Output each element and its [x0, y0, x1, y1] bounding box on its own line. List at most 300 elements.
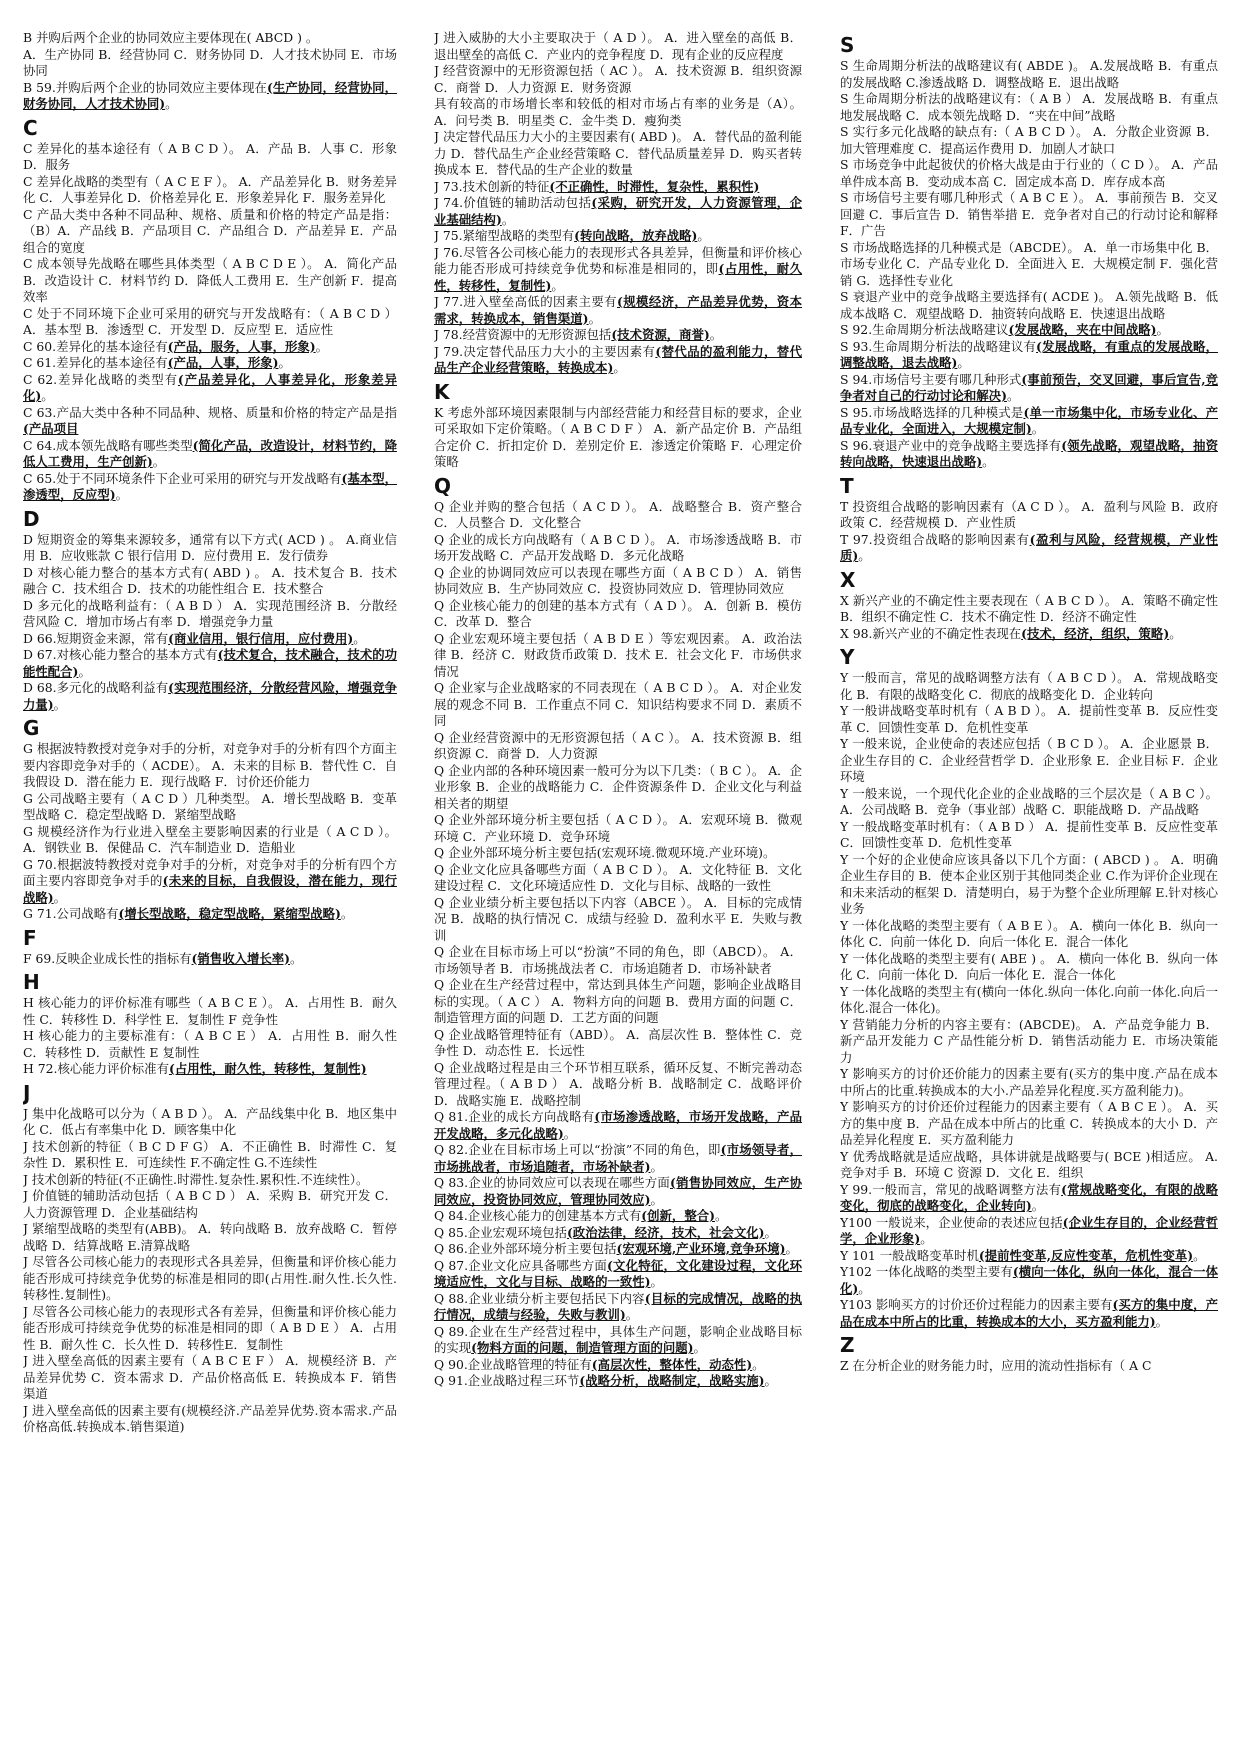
entry-ending: 。: [697, 228, 710, 243]
question-entry: [840, 786, 1218, 819]
entry-text: F 69.反映企业成长性的指标有: [23, 950, 192, 966]
entry-ending: 。: [1031, 421, 1045, 436]
entry-ending: 。: [957, 355, 970, 370]
entry-text: D 66.短期资金来源，常有: [23, 630, 169, 646]
question-entry: [23, 1353, 397, 1403]
entry-text: X 新兴产业的不确定性主要表现在（ A B C D ）。 A．策略不确定性 B．组织不确定性 C．技术不确定性 D．经济不确定性: [840, 592, 1218, 624]
entry-text: G 公司战略主要有（ A C D ）几种类型。 A．增长型战略 B．变革型战略 C．稳定型战略 D．紧缩型战略: [23, 790, 397, 822]
entry-text: C 63.产品大类中各种不同品种、规格、质量和价格的特定产品是指: [23, 404, 397, 420]
entry-text: J 技术创新的特征（ B C D F G） A．不正确性 B．时滞性 C．复杂性 D．累积性 E．可连续性 F.不确定性 G.不连续性: [23, 1138, 397, 1170]
entry-text: S 市场竞争中此起彼伏的价格大战是由于行业的（ C D ）。 A．产品单件成本高 B．变动成本高 C．固定成本高 D．库存成本高: [840, 157, 1218, 189]
entry-text: S 生命周期分析法的战略建议有( ABDE )。 A.发展战略 B．有重点的发展战略 C.渗透战略 D．调整战略 E．退出战略: [840, 58, 1218, 90]
question-entry: [840, 1017, 1218, 1067]
question-entry: [840, 703, 1218, 736]
section-letter-heading: Z: [840, 1333, 855, 1357]
answer-entry: [23, 339, 397, 356]
question-entry: [840, 157, 1218, 190]
entry-ending: 。: [858, 548, 871, 563]
answer-entry: [23, 631, 397, 648]
question-entry: [434, 1060, 802, 1110]
entry-text: C 处于不同环境下企业可采用的研究与开发战略有：（ A B C D ） A．基本型 B．渗透型 C．开发型 D．反应型 E．适应性: [23, 305, 397, 337]
entry-text: S 衰退产业中的竞争战略主要选择有( ACDE )。 A.领先战略 B．低成本战略 C．观望战略 D．抽资转向战略 E．快速退出战略: [840, 289, 1218, 321]
entry-answer: (文化特征，文化建设过程，文化环境适应性，文化与目标、战略的一致性): [434, 1257, 802, 1289]
entry-answer: (转向战略，放弃战略): [574, 228, 698, 243]
entry-text: B 59.并购后两个企业的协同效应主要体现在: [23, 79, 267, 95]
question-entry: [434, 680, 802, 730]
answer-entry: [23, 405, 397, 438]
entry-answer: (技术，经济，组织，策略): [1021, 625, 1170, 641]
entry-ending: 。: [785, 1241, 798, 1256]
question-entry: [23, 532, 397, 565]
entry-text: Q 86.企业外部环境分析主要包括: [434, 1241, 617, 1256]
entry-text: G 根据波特教授对竞争对手的分析，对竞争对手的分析有四个方面主要内容即竞争对手的（ ACDE）。 A．未来的目标 B．替代性 C．自我假设 D．潜在能力 E．现行战略 F．讨价还价能力: [23, 741, 397, 789]
question-entry: [23, 256, 397, 306]
question-entry: [840, 852, 1218, 918]
entry-text: C 差异化的基本途径有（ A B C D ）。 A．产品 B．人事 C．形象 D．服务: [23, 140, 397, 172]
entry-text: Q 企业内部的各种环境因素一般可分为以下几类：（ B C ）。 A．企业形象 B．企业的战略能力 C．企件资源条件 D．企业文化与利益相关者的期望: [434, 762, 802, 811]
question-entry: [23, 1221, 397, 1254]
entry-ending: 。: [982, 454, 995, 469]
entry-answer: (增长型战略，稳定型战略，紧缩型战略): [118, 906, 341, 921]
entry-text: Y100 一般说来，企业使命的表述应包括: [840, 1214, 1063, 1230]
answer-entry: [434, 1109, 802, 1142]
question-entry: [434, 862, 802, 895]
entry-answer: (企业生存目的，企业经营哲学，企业形象): [840, 1214, 1218, 1246]
column-right: [840, 30, 1218, 1745]
entry-text: Y 一般来说，企业使命的表述应包括（ B C D ）。 A．企业愿景 B．企业生存目的 C．企业经营哲学 D．企业形象 E．企业目标 F．企业环境: [840, 736, 1218, 784]
answer-entry: [434, 1291, 802, 1324]
answer-entry: [840, 405, 1218, 438]
entry-text: S 95.市场战略选择的几种模式是: [840, 404, 1024, 420]
section-letter-heading: Q: [434, 473, 452, 498]
entry-text: J 尽管各公司核心能力的表现形式各具差异，但衡量和评价核心能力能否形成可持续竞争优势的标准是相同的即(占用性.耐久性.长久性.转移性.复制性)。: [23, 1254, 397, 1302]
entry-answer: (基本型，渗透型，反应型): [23, 470, 397, 502]
answer-entry: [840, 372, 1218, 405]
entry-text: Y 一体化战略的类型主有(横向一体化.纵向一体化.向前一体化.向后一体化.混合一体化)。: [840, 983, 1218, 1015]
entry-answer: (事前预告，交叉回避，事后宣告,竞争者对自己的行动讨论和解决): [840, 371, 1218, 403]
answer-entry: [23, 471, 397, 504]
question-entry: [840, 499, 1218, 532]
section-letter-heading: D: [23, 506, 40, 531]
entry-ending: 。: [588, 310, 601, 326]
entry-text: Q 企业业绩分析主要包括以下内容（ABCE ）。 A．目标的完成情况 B．战略的执行情况 C．成绩与经验 D．盈利水平 E．失败与教训: [434, 894, 802, 943]
answer-entry: [23, 680, 397, 713]
entry-answer: (实现范围经济，分散经营风险，增强竞争力量): [23, 680, 397, 712]
entry-text: H 核心能力的主要标准有：（ A B C E ） A．占用性 B．耐久性 C．转移性 D．贡献性 E 复制性: [23, 1028, 397, 1060]
entry-answer: (销售协同效应，生产协同效应，投资协同效应，管理协同效应): [434, 1175, 802, 1207]
question-entry: [23, 141, 397, 174]
answer-entry: [434, 1357, 802, 1374]
entry-text: Y 影响买方的讨价还价能力的因素主要有(买方的集中度.产品在成本中所占的比重.转换成本的大小.产品差异化程度.买方盈利能力)。: [840, 1066, 1218, 1098]
answer-entry: [434, 1373, 802, 1390]
entry-text: Q 81.企业的成长方向战略有: [434, 1109, 595, 1124]
entry-answer: (市场领导者，市场挑战者，市场追随者，市场补缺者): [434, 1142, 802, 1174]
entry-text: J 技术创新的特征(不正确性.时滞性.复杂性.累积性.不连续性）。: [23, 1171, 369, 1187]
entry-text: Y103 影响买方的讨价还价过程能力的因素主要有: [840, 1297, 1113, 1312]
answer-entry: [840, 438, 1218, 471]
question-entry: [23, 565, 397, 598]
entry-text: J 紧缩型战略的类型有(ABB)。 A．转向战略 B．放弃战略 C．暂停战略 D．结算战略 E.清算战略: [23, 1221, 397, 1253]
entry-ending: 。: [650, 1191, 663, 1207]
answer-entry: [23, 951, 397, 968]
entry-ending: 。: [41, 388, 54, 403]
answer-entry: [434, 1241, 802, 1258]
entry-ending: 。: [1031, 1198, 1045, 1213]
question-entry: [23, 1139, 397, 1172]
question-entry: [23, 1172, 397, 1189]
entry-ending: 。: [290, 950, 303, 966]
answer-entry: [23, 857, 397, 907]
entry-text: C 差异化战略的类型有（ A C E F ）。 A．产品差异化 B．财务差异化 C．人事差异化 D．价格差异化 E．形象差异化 F．服务差异化: [23, 173, 397, 205]
entry-answer: (买方的集中度，产品在成本中所占的比重，转换成本的大小，买方盈利能力): [840, 1297, 1218, 1329]
entry-text: Q 88.企业业绩分析主要包括民下内容: [434, 1290, 645, 1306]
question-entry: [23, 1254, 397, 1304]
answer-entry: [23, 647, 397, 680]
question-entry: [840, 240, 1218, 290]
question-entry: [434, 763, 802, 813]
answer-entry: [840, 626, 1218, 643]
entry-text: J 进入壁垒高低的因素主要有(规模经济.产品差异优势.资本需求.产品价格高低.转换成本.销售渠道): [23, 1402, 397, 1434]
entry-ending: 。: [752, 1356, 765, 1372]
answer-entry: [23, 438, 397, 471]
question-entry: [434, 812, 802, 845]
question-entry: [434, 845, 802, 862]
question-entry: [840, 1358, 1218, 1375]
entry-answer: (常规战略变化，有限的战略变化，彻底的战略变化，企业转向): [840, 1181, 1218, 1213]
entry-text: C 60.差异化的基本途径有: [23, 338, 168, 354]
entry-ending: 。: [501, 211, 515, 227]
entry-answer: (销售收入增长率): [191, 950, 291, 966]
entry-text: S 市场战略选择的几种模式是（ABCDE）。 A．单一市场集中化 B．市场专业化 C．产品专业化 D．全面进入 E．大规模定制 F．强化营销 G．选择性专业化: [840, 239, 1218, 288]
entry-answer: (技术复合，技术融合，技术的功能性配合): [23, 647, 397, 679]
question-entry: [840, 58, 1218, 91]
section-letter-heading: F: [23, 925, 37, 950]
entry-text: Q 企业在目标市场上可以“扮演”不同的角色，即（ABCD）。 A．市场领导者 B．市场挑战法者 C．市场追随者 D．市场补缺者: [434, 944, 802, 976]
question-entry: [840, 951, 1218, 984]
entry-text: Y 一般讲战略变革时机有（ A B D ）。 A．提前性变革 B．反应性变革 C．回馈性变革 D．危机性变革: [840, 703, 1218, 735]
entry-text: H 72.核心能力评价标准有: [23, 1061, 169, 1076]
entry-text: D 对核心能力整合的基本方式有( ABD ) 。 A．技术复合 B．技术融合 C．技术组合 D．技术的功能性组合 E．技术整合: [23, 564, 397, 596]
entry-ending: 。: [625, 1307, 639, 1322]
section-letter-heading: K: [434, 379, 450, 404]
entry-answer: (替代品的盈利能力，替代品生产企业经营策略，转换成本): [434, 343, 802, 375]
answer-entry: [434, 1324, 802, 1357]
answer-entry: [434, 179, 802, 196]
question-entry: [434, 977, 802, 1027]
entry-ending: 。: [78, 663, 91, 679]
question-entry: [840, 190, 1218, 240]
answer-entry: [840, 1215, 1218, 1248]
entry-answer: (物料方面的问题，制造管理方面的问题): [471, 1340, 694, 1355]
answer-entry: [434, 327, 802, 344]
question-entry: [23, 791, 397, 824]
question-entry: [23, 1304, 397, 1354]
entry-text: Q 企业的协调同效应可以表现在哪些方面（ A B C D ） A．销售协同效应 B．生产协同效应 C．投资协同效应 D．管理协同效应: [434, 564, 802, 596]
entry-answer: (领先战略，观望战略，抽资转向战略，快速退出战略): [840, 437, 1218, 469]
entry-text: C 产品大类中各种不同品种、规格、质量和价格的特定产品是指：（B）A．产品线 B．产品项目 C．产品组合 D．产品差异 E．产品组合的宽度: [23, 206, 397, 255]
answer-entry: [23, 80, 397, 113]
entry-text: Q 企业的成长方向战略有（ A B C D ）。 A．市场渗透战略 B．市场开发战略 C．产品开发战略 D．多元化战略: [434, 531, 802, 563]
question-entry: [840, 670, 1218, 703]
entry-text: S 实行多元化战略的缺点有:（ A B C D ）。 A．分散企业资源 B．加大管理难度 C．提高运作费用 D．加剧人才缺口: [840, 124, 1218, 156]
entry-text: Q 企业外部环境分析主要包括(宏观环境.微观环境.产业环境)。: [434, 845, 776, 860]
entry-ending: 。: [563, 1125, 577, 1141]
column-middle: [434, 30, 802, 1745]
entry-text: J 尽管各公司核心能力的表现形式各有差异，但衡量和评价核心能力能否形成可持续竞争优势的标准是相同的即（ A B D E ） A．占用性 B．耐久性 C．长久性 D．转移性E．复制性: [23, 1303, 397, 1352]
answer-entry: [434, 344, 802, 377]
answer-entry: [23, 355, 397, 372]
entry-text: K 考虑外部环境因素限制与内部经营能力和经营目标的要求，企业可采取如下定价策略。（ A B C D F ） A．新产品定价 B．产品组合定价 C．折扣定价 D．差别定价 E．渗透定价策略 F．心理定价策略: [434, 404, 802, 469]
answer-entry: [23, 906, 397, 923]
entry-ending: 。: [1155, 1313, 1169, 1329]
question-entry: [840, 1099, 1218, 1149]
entry-text: T 投资组合战略的影响因素有（A C D ）。 A．盈利与风险 B．政府政策 C．经营规模 D．产业性质: [840, 498, 1218, 530]
section-letter-heading: S: [840, 33, 855, 57]
entry-ending: 。: [764, 1224, 777, 1240]
entry-answer: (简化产品，改造设计，材料节约，降低人工费用，生产创新): [23, 437, 397, 469]
entry-text: C 成本领导先战略在哪些具体类型（ A B C D E ）。 A．简化产品 B．改造设计 C．材料节约 D．降低人工费用 E．生产创新 F．提高效率: [23, 256, 397, 304]
question-entry: [23, 306, 397, 339]
entry-ending: 。: [353, 630, 366, 646]
entry-text: Y 一般战略变革时机有：（ A B D ） A．提前性变革 B．反应性变革 C．回馈性变革 D．危机性变革: [840, 818, 1218, 850]
entry-ending: 。: [1156, 322, 1169, 337]
entry-text: Q 90.企业战略管理的特征有: [434, 1356, 592, 1372]
question-entry: [434, 631, 802, 681]
entry-ending: 。: [278, 355, 291, 370]
question-entry: [23, 30, 397, 47]
entry-text: J 73.技术创新的特征: [434, 178, 550, 194]
question-entry: [23, 598, 397, 631]
question-entry: [840, 736, 1218, 786]
question-entry: [23, 1403, 397, 1436]
entry-text: J 决定替代品压力大小的主要因素有( ABD )。 A．替代品的盈利能力 D．替代品生产企业经营策略 C．替代品质量差异 D．购买者转换成本 E．替代品的生产企业的数量: [434, 129, 802, 177]
question-entry: [840, 289, 1218, 322]
entry-text: Q 84.企业核心能力的创建基本方式有: [434, 1208, 642, 1223]
entry-answer: (发展战略，有重点的发展战略，调整战略，退去战略): [840, 338, 1218, 370]
question-entry: [840, 1066, 1218, 1099]
entry-answer: (战略分析，战略制定，战略实施): [579, 1373, 765, 1388]
answer-entry: [840, 1297, 1218, 1330]
entry-text: Q 企业在生产经营过程中，常达到具体生产问题，影响企业战略目标的实现。（ A C ） A．物料方向的问题 B．费用方面的问题 C．制造管理方面的问题 D．工艺方面的问题: [434, 977, 802, 1025]
answer-entry: [840, 1182, 1218, 1215]
question-entry: [434, 30, 802, 63]
entry-text: Q 企业文化应具备哪些方面（ A B C D ）。 A．文化特征 B．文化建设过程 C．文化环境适应性 D．文化与目标、战略的一致性: [434, 861, 802, 893]
entry-answer: (目标的完成情况，战略的执行情况，成绩与经验，失败与教训): [434, 1290, 802, 1322]
question-entry: [840, 91, 1218, 124]
entry-text: A．生产协同 B．经营协同 C．财务协同 D．人才技术协同 E．市场协同: [23, 46, 397, 78]
entry-ending: 。: [650, 1158, 663, 1174]
answer-entry: [434, 195, 802, 228]
entry-text: Q 82.企业在目标市场上可以“扮演”不同的角色，即: [434, 1142, 721, 1157]
entry-answer: (横向一体化，纵向一体化，混合一体化): [840, 1264, 1218, 1296]
entry-text: Q 83.企业的协同效应可以表现在哪些方面: [434, 1175, 671, 1190]
entry-answer: (商业信用，银行信用，应付费用): [168, 630, 354, 646]
question-entry: [23, 174, 397, 207]
entry-ending: 。: [920, 1231, 933, 1246]
entry-answer: (市场渗透战略，市场开发战略，产品开发战略，多元化战略): [434, 1109, 802, 1141]
entry-text: J 进入壁垒高低的因素主要有（ A B C E F ） A．规模经济 B．产品差异优势 C．资本需求 D．产品价格高低 E．转换成本 F．销售渠道: [23, 1353, 397, 1401]
entry-answer: (创新，整合): [641, 1208, 715, 1223]
entry-text: T 97.投资组合战略的影响因素有: [840, 531, 1030, 547]
entry-answer: (占用性，耐久性，转移性，复制性): [168, 1061, 367, 1076]
question-entry: [434, 63, 802, 96]
entry-text: Q 企业经营资源中的无形资源包括（ A C ）。 A．技术资源 B．组织资源 C．商誉 D．人力资源: [434, 729, 802, 761]
column-left: [23, 30, 397, 1745]
entry-answer: (规模经济，产品差异优势，资本需求，转换成本，销售渠道): [434, 294, 802, 326]
entry-text: X 98.新兴产业的不确定性表现在: [840, 625, 1022, 641]
entry-answer: (技术资源，商誉): [611, 327, 710, 342]
entry-answer: (宏观环境,产业环境,竞争环境): [616, 1241, 786, 1256]
entry-text: Q 企业家与企业战略家的不同表现在（ A B C D ）。 A．对企业发展的观念不同 B．工作重点不同 C．知识结构要求不同 D．素质不同: [434, 680, 802, 728]
entry-text: J 78.经营资源中的无形资源包括: [434, 327, 612, 342]
section-letter-heading: J: [23, 1080, 31, 1105]
question-entry: [840, 918, 1218, 951]
entry-answer: (生产协同，经营协同，财务协同，人才技术协同): [23, 79, 397, 111]
entry-text: D 短期资金的筹集来源较多，通常有以下方式( ACD ) 。 A.商业信用 B．应收账款 C 银行信用 D．应付费用 E．发行债券: [23, 531, 397, 563]
entry-text: D 67.对核心能力整合的基本方式有: [23, 647, 218, 662]
question-entry: [434, 405, 802, 471]
question-entry: [840, 984, 1218, 1017]
entry-ending: 。: [613, 360, 626, 375]
entry-text: J 集中化战略可以分为（ A B D ）。 A．产品线集中化 B．地区集中化 C．低占有率集中化 D．顾客集中化: [23, 1105, 397, 1137]
entry-text: G 70.根据波特教授对竞争对手的分析，对竞争对手的分析有四个方面主要内容即竞争对手的: [23, 856, 397, 888]
entry-text: J 74.价值链的辅助活动包括: [434, 195, 592, 210]
entry-text: Q 企业并购的整合包括（ A C D ）。 A．战略整合 B．资产整合 C．人员整合 D．文化整合: [434, 498, 802, 530]
entry-ending: 。: [693, 1340, 706, 1355]
section-letter-heading: H: [23, 970, 40, 994]
section-letter-heading: X: [840, 567, 856, 592]
entry-answer: (产品项目: [23, 421, 79, 436]
entry-ending: 。: [115, 487, 128, 502]
entry-text: Y 一体化战略的类型主要有( ABE ) 。 A．横向一体化 B．纵向一体化 C．向前一体化 D．向后一体化 E．混合一体化: [840, 950, 1218, 982]
question-entry: [23, 824, 397, 857]
entry-ending: 。: [714, 1208, 728, 1223]
question-entry: [23, 1106, 397, 1139]
entry-text: B 并购后两个企业的协同效应主要体现在( ABCD ) 。: [23, 30, 319, 45]
entry-ending: 。: [340, 906, 354, 921]
entry-ending: 。: [764, 1373, 777, 1388]
question-entry: [434, 1027, 802, 1060]
entry-text: Q 89.企业在生产经营过程中，具体生产问题，影响企业战略目标的实现: [434, 1323, 802, 1355]
section-letter-heading: T: [840, 473, 854, 498]
entry-text: G 71.公司战略有: [23, 906, 119, 921]
entry-text: 具有较高的市场增长率和较低的相对市场占有率的业务是（A）。 A．问号类 B．明星类 C．金牛类 D．瘦狗类: [434, 96, 802, 128]
entry-text: J 经营资源中的无形资源包括（ AC ）。 A．技术资源 B．组织资源 C．商誉 D．人力资源 E．财务资源: [434, 63, 802, 95]
entry-answer: (不正确性，时滞性，复杂性，累积性): [549, 178, 760, 194]
section-letter-heading: C: [23, 115, 38, 140]
entry-text: Y 一体化战略的类型主要有（ A B E ）。 A．横向一体化 B．纵向一体化 C．向前一体化 D．向后一体化 E．混合一体化: [840, 917, 1218, 949]
question-entry: [434, 532, 802, 565]
entry-text: Y 一般而言，常见的战略调整方法有（ A B C D ）。 A．常规战略变化 B．有限的战略变化 C．彻底的战略变化 D．企业转向: [840, 670, 1218, 702]
entry-text: Y 99.一般而言，常见的战略调整方法有: [840, 1181, 1062, 1197]
entry-text: Y102 一体化战略的类型主要有: [840, 1264, 1013, 1279]
entry-text: J 75.紧缩型战略的类型有: [434, 228, 575, 243]
entry-ending: 。: [152, 454, 166, 469]
entry-answer: (未来的目标，自我假设，潜在能力，现行战略): [23, 873, 397, 905]
section-letter-heading: G: [23, 716, 40, 740]
question-entry: [434, 499, 802, 532]
question-entry: [840, 593, 1218, 626]
entry-ending: 。: [315, 338, 329, 354]
entry-text: Q 企业外部环境分析主要包括（ A C D ）。 A．宏观环境 B．微观环境 C．产业环境 D．竞争环境: [434, 812, 802, 844]
entry-answer: (采购，研究开发，人力资源管理，企业基础结构): [434, 195, 802, 227]
entry-text: C 64.成本领先战略有哪些类型: [23, 437, 193, 453]
entry-text: J 79.决定替代品压力大小的主要因素有: [434, 343, 656, 359]
answer-entry: [434, 1142, 802, 1175]
entry-text: Y 优秀战略就是适应战略，具体讲就是战略要与( BCE )相适应。 A.竞争对手 B．环境 C 资源 D．文化 E．组织: [840, 1148, 1218, 1180]
entry-text: J 价值链的辅助活动包括（ A B C D ） A．采购 B．研究开发 C．人力资源管理 D．企业基础结构: [23, 1188, 397, 1220]
answer-entry: [840, 339, 1218, 372]
answer-entry: [434, 1225, 802, 1242]
question-entry: [840, 124, 1218, 157]
entry-text: S 生命周期分析法的战略建议有：（ A B ） A．发展战略 B．有重点地发展战略 C．成本领先战略 D．“夹在中间”战略: [840, 91, 1218, 123]
entry-ending: 。: [165, 96, 178, 111]
entry-text: Q 企业核心能力的创建的基本方式有（ A D ）。 A．创新 B．模仿 C．改革 D．整合: [434, 597, 802, 629]
entry-text: Y 影响买方的讨价还价过程能力的因素主要有（ A B C E ）。 A．买方的集中度 B．产品在成本中所占的比重 C．转换成本的大小 D．产品差异化程度 E．买方盈利能力: [840, 1099, 1218, 1147]
answer-entry: [840, 1248, 1218, 1265]
question-entry: [23, 741, 397, 791]
entry-ending: 。: [551, 277, 564, 293]
entry-text: Y 营销能力分析的内容主要有：(ABCDE)。 A．产品竞争能力 B．新产品开发能力 C 产品性能分析 D．销售活动能力 E．市场决策能力: [840, 1016, 1218, 1065]
answer-entry: [434, 245, 802, 295]
entry-text: Q 企业战略管理特征有（ABD）。 A．高层次性 B．整体性 C．竞争性 D．动态性 E．长远性: [434, 1026, 802, 1058]
entry-ending: 。: [709, 327, 723, 342]
entry-text: C 62.差异化战略的类型有: [23, 371, 178, 387]
entry-text: Y 一个好的企业使命应该具备以下几个方面：( ABCD ) 。 A．明确企业生存目的 B．使本企业区别于其他同类企业 C.作为评价企业现在和未来活动的框架 D．清楚明白，易于为整个企业所理解 E.针对核心业务: [840, 851, 1218, 916]
entry-text: S 市场信号主要有哪几种形式（ A B C E ）。 A．事前预告 B．交叉回避 C．事后宣告 D．销售举措 E．竞争者对自己的行动讨论和解释 F．广告: [840, 190, 1218, 238]
entry-text: S 93.生命周期分析法的战略建议有: [840, 338, 1037, 354]
answer-entry: [434, 228, 802, 245]
answer-entry: [434, 1208, 802, 1225]
answer-entry: [434, 1258, 802, 1291]
section-letter-heading: Y: [840, 645, 855, 669]
entry-text: Q 85.企业宏观环境包括: [434, 1224, 567, 1240]
answer-entry: [23, 1061, 397, 1078]
question-entry: [840, 1149, 1218, 1182]
entry-text: C 61.差异化的基本途径有: [23, 355, 168, 370]
question-entry: [434, 598, 802, 631]
entry-text: Y 一般来说，一个现代化企业的企业战略的三个层次是（ A B C ）。 A．公司战略 B．竞争（事业部）战略 C．职能战略 D．产品战略: [840, 785, 1218, 817]
entry-text: D 68.多元化的战略利益有: [23, 680, 169, 695]
answer-entry: [23, 372, 397, 405]
entry-text: Q 87.企业文化应具备哪些方面: [434, 1257, 607, 1273]
question-entry: [840, 819, 1218, 852]
entry-text: S 96.衰退产业中的竞争战略主要选择有: [840, 437, 1062, 453]
question-entry: [434, 944, 802, 977]
question-entry: [23, 47, 397, 80]
answer-entry: [840, 1264, 1218, 1297]
entry-text: D 多元化的战略利益有：（ A B D ） A．实现范围经济 B．分散经营风险 C．增加市场占有率 D．增强竞争力量: [23, 597, 397, 629]
question-entry: [434, 96, 802, 129]
entry-answer: (发展战略，夹在中间战略): [1008, 322, 1157, 337]
answer-entry: [434, 294, 802, 327]
question-entry: [23, 1188, 397, 1221]
entry-text: Y 101 一般战略变革时机: [840, 1247, 979, 1263]
entry-text: Q 企业宏观环境主要包括（ A B D E ）等宏观因素。 A．政治法律 B．经济 C．财政货币政策 D．技术 E．社会文化 F．市场供求情况: [434, 630, 802, 679]
entry-ending: 。: [1006, 388, 1020, 403]
entry-text: C 65.处于不同环境条件下企业可采用的研究与开发战略有: [23, 470, 342, 486]
entry-answer: (产品差异化，人事差异化，形象差异化): [23, 371, 397, 403]
entry-text: S 92.生命周期分析法战略建议: [840, 322, 1009, 337]
entry-ending: 。: [53, 696, 67, 712]
entry-ending: 。: [858, 1280, 871, 1296]
entry-text: J 进入威胁的大小主要取决于（ A D ）。 A．进入壁垒的高低 B．退出壁垒的高低 C．产业内的竞争程度 D．现有企业的反应程度: [434, 30, 802, 62]
entry-answer: (产品，服务，人事，形象): [167, 338, 316, 354]
entry-text: J 76.尽管各公司核心能力的表现形式各具差异，但衡量和评价核心能力能否形成可持续竞争优势和标准是相同的，即: [434, 244, 802, 276]
question-entry: [434, 895, 802, 945]
entry-answer: (盈利与风险，经营规模，产业性质): [840, 531, 1218, 563]
answer-entry: [840, 322, 1218, 339]
